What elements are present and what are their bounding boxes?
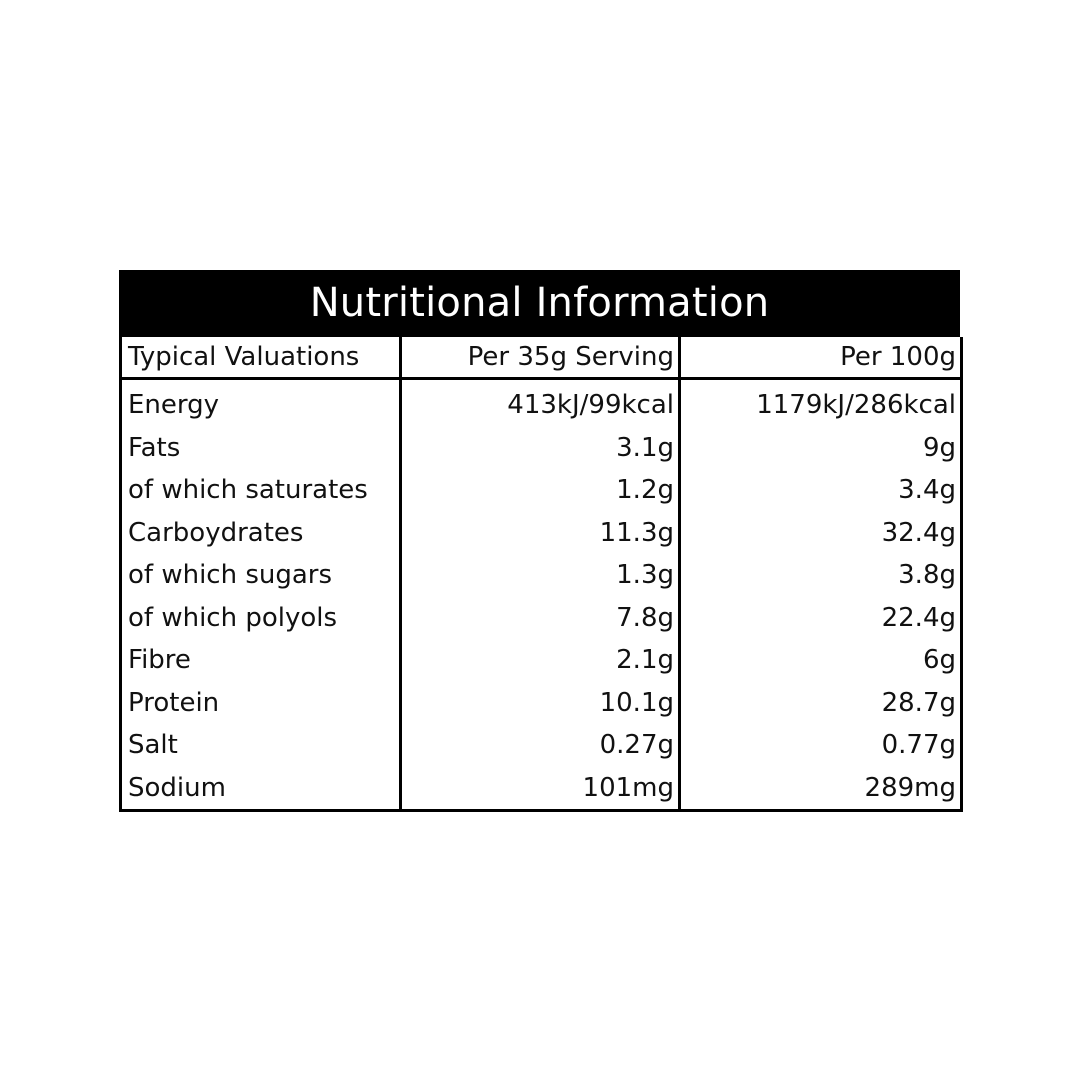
table-row xyxy=(121,639,962,682)
column-header-per-100g: Per 100g xyxy=(680,337,962,379)
nutrient-name: Fats xyxy=(121,427,401,470)
per-100g-value: 0.77g xyxy=(881,730,956,761)
table-row xyxy=(121,724,962,767)
per-serving-value: 0.27g xyxy=(401,724,680,767)
nutrient-name: of which saturates xyxy=(121,469,401,512)
nutrient-name: Energy xyxy=(121,379,401,427)
nutrition-panel xyxy=(119,270,960,812)
nutrient-name: Salt xyxy=(121,724,401,767)
per-100g-value: 289mg xyxy=(864,772,956,803)
nutrient-name: Sodium xyxy=(121,767,401,811)
per-100g-value: 3.8g xyxy=(898,560,956,591)
table-header-row xyxy=(121,337,962,379)
column-header-per-serving: Per 35g Serving xyxy=(401,337,680,379)
per-100g-value: 22.4g xyxy=(881,602,956,633)
panel-title: Nutritional Information xyxy=(119,270,960,337)
per-100g-value: 3.4g xyxy=(898,475,956,506)
per-serving-value: 7.8g xyxy=(401,597,680,640)
table-row xyxy=(121,469,962,512)
table-row xyxy=(121,682,962,725)
per-serving-value: 3.1g xyxy=(401,427,680,470)
table-row xyxy=(121,512,962,555)
table-row xyxy=(121,427,962,470)
per-100g-value: 6g xyxy=(922,645,956,676)
table-row xyxy=(121,767,962,811)
per-100g-value: 9g xyxy=(922,432,956,463)
table-row xyxy=(121,554,962,597)
nutrition-table xyxy=(119,337,963,812)
nutrient-name: of which sugars xyxy=(121,554,401,597)
per-serving-value: 1.3g xyxy=(401,554,680,597)
per-100g-value: 32.4g xyxy=(881,517,956,548)
per-100g-value: 28.7g xyxy=(881,687,956,718)
nutrient-name: Fibre xyxy=(121,639,401,682)
column-header-typical-valuations: Typical Valuations xyxy=(121,337,401,379)
per-serving-value: 10.1g xyxy=(401,682,680,725)
table-row xyxy=(121,597,962,640)
per-serving-value: 101mg xyxy=(401,767,680,811)
per-serving-value: 413kJ/99kcal xyxy=(401,379,680,427)
per-100g-value: 1179kJ/286kcal xyxy=(756,390,956,421)
per-serving-value: 11.3g xyxy=(401,512,680,555)
per-serving-value: 1.2g xyxy=(401,469,680,512)
table-row xyxy=(121,379,962,427)
nutrient-name: Protein xyxy=(121,682,401,725)
nutrient-name: of which polyols xyxy=(121,597,401,640)
nutrient-name: Carboydrates xyxy=(121,512,401,555)
per-serving-value: 2.1g xyxy=(401,639,680,682)
